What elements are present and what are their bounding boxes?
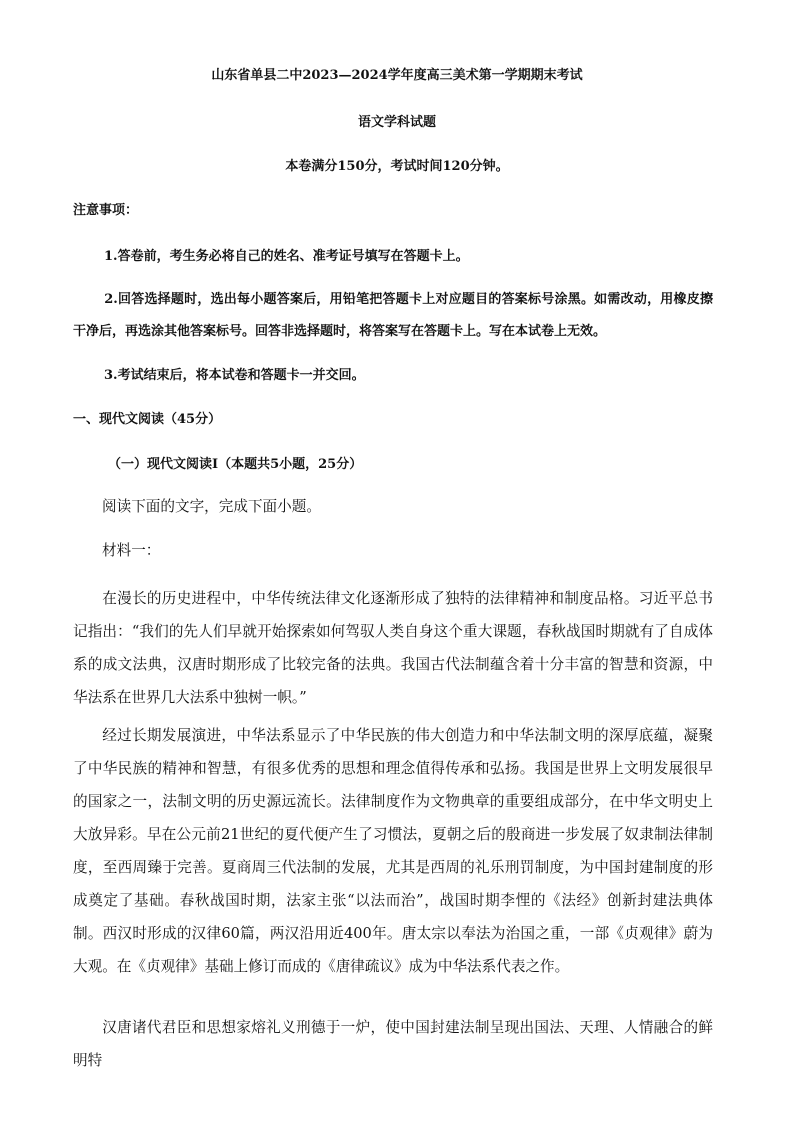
notice-item-2: 2.回答选择题时，选出每小题答案后，用铅笔把答题卡上对应题目的答案标号涂黑。如需改动，用橡皮擦干净后，再选涂其他答案标号。回答非选择题时，将答案写在答题卡上。写在本试卷上无效。 <box>73 292 713 339</box>
exam-title: 山东省单县二中2023—2024学年度高三美术第一学期期末考试 <box>211 68 583 83</box>
notice-heading: 注意事项： <box>73 203 139 218</box>
section-heading: 一、现代文阅读（45分） <box>73 412 222 427</box>
material-label: 材料一： <box>102 542 161 559</box>
notice-item-3: 3.考试结束后，将本试卷和答题卡一并交回。 <box>104 368 365 383</box>
subject-title: 语文学科试题 <box>357 115 436 130</box>
paragraph-1: 在漫长的历史进程中，中华传统法律文化逐渐形成了独特的法律精神和制度品格。习近平总书记指出：“我们的先人们早就开始探索如何驾驭人类自身这个重大课题，春秋战国时期就有了自成体系的成文法典，汉唐时期形成了比较完备的法典。我国古代法制蕴含着十分丰富的智慧和资源，中华法系在世界几大法系中独树一帜。” <box>73 590 713 706</box>
reading-instruction: 阅读下面的文字，完成下面小题。 <box>102 498 321 515</box>
exam-info: 本卷满分150分，考试时间120分钟。 <box>285 159 509 174</box>
section-subheading: （一）现代文阅读Ⅰ（本题共5小题，25分） <box>108 457 363 472</box>
notice-item-1: 1.答卷前，考生务必将自己的姓名、准考证号填写在答题卡上。 <box>104 249 469 264</box>
paragraph-2: 经过长期发展演进，中华法系显示了中华民族的伟大创造力和中华法制文明的深厚底蕴，凝聚了中华民族的精神和智慧，有很多优秀的思想和理念值得传承和弘扬。我国是世界上文明发展很早的国家之一，法制文明的历史源远流长。法律制度作为文物典章的重要组成部分，在中华文明史上大放异彩。早在公元前21世纪的夏代便产生了习惯法，夏朝之后的殷商进一步发展了奴隶制法律制度，至西周臻于完善。夏商周三代法制的发展，尤其是西周的礼乐刑罚制度，为中国封建制度的形成奠定了基础。春秋战国时期，法家主张“以法而治”，战国时期李悝的《法经》创新封建法典体制。西汉时形成的汉律60篇，两汉沿用近400年。唐太宗以奉法为治国之重，一部《贞观律》蔚为大观。在《贞观律》基础上修订而成的《唐律疏议》成为中华法系代表之作。 <box>73 727 713 975</box>
paragraph-3: 汉唐诸代君臣和思想家熔礼义刑德于一炉，使中国封建法制呈现出国法、天理、人情融合的鲜明特 <box>73 1019 713 1069</box>
